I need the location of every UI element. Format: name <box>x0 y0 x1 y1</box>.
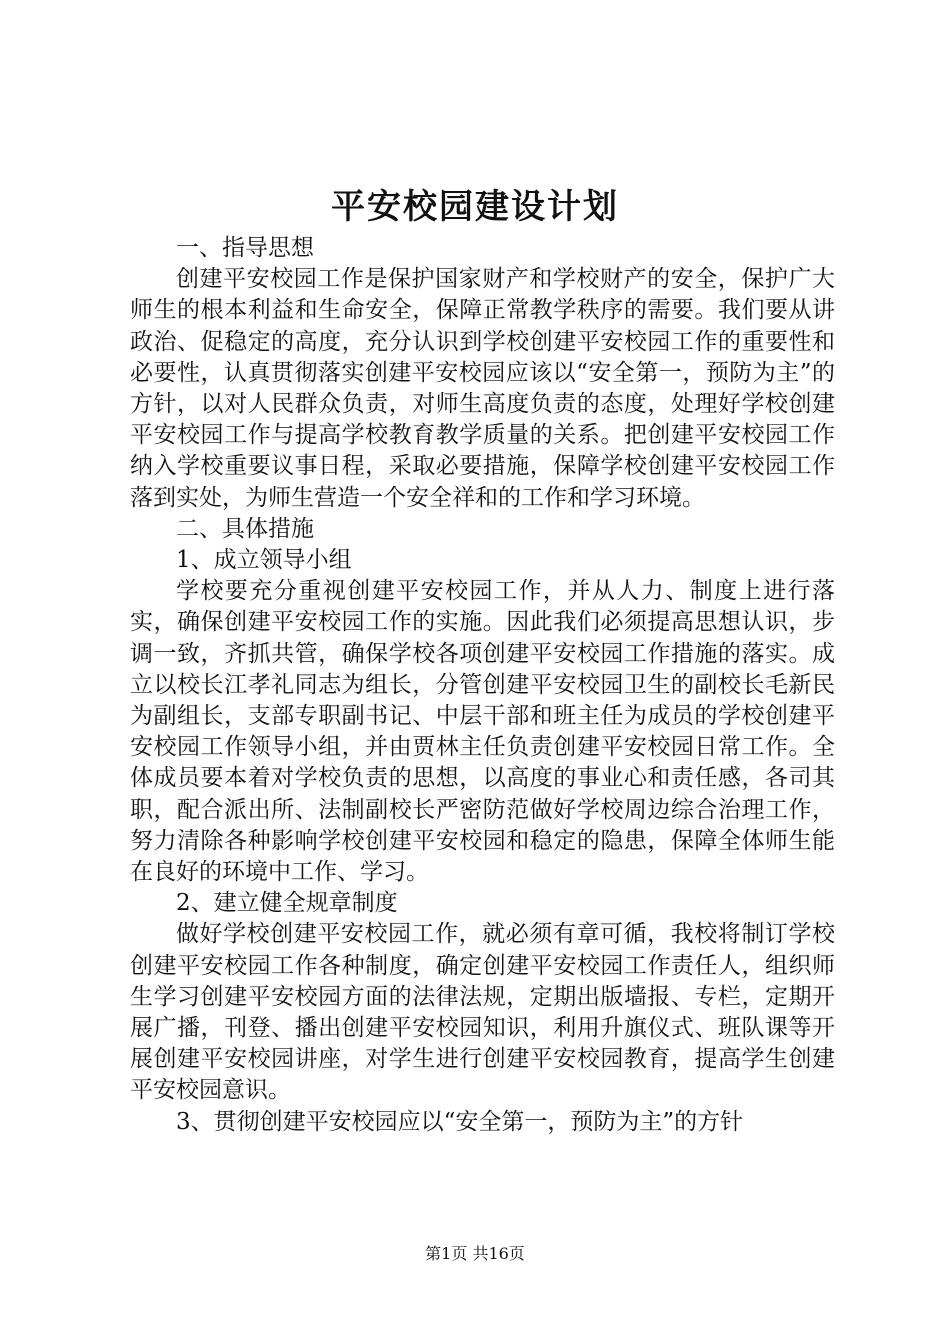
subheading-leadership-group: 1、成立领导小组 <box>176 547 352 574</box>
document-body <box>130 233 835 1138</box>
heading-specific-measures: 二、具体措施 <box>176 515 314 542</box>
page-number-footer: 第1页 共16页 <box>425 1244 525 1263</box>
subheading-rules-system: 2、建立健全规章制度 <box>176 890 398 917</box>
paragraph-leadership-group: 学校要充分重视创建平安校园工作，并从人力、制度上进行落实，确保创建平安校园工作的实施。因此我们必须提高思想认识，步调一致，齐抓共管，确保学校各项创建平安校园工作措施的落实。成立以校长江孝礼同志为组长，分管创建平安校园卫生的副校长毛新民为副组长，支部专职副书记、中层干部和班主任为成员的学校创建平安校园工作领导小组，并由贾林主任负责创建平安校园日常工作。全体成员要本着对学校负责的思想，以高度的事业心和责任感，各司其职，配合派出所、法制副校长严密防范做好学校周边综合治理工作，努力清除各种影响学校创建平安校园和稳定的隐患，保障全体师生能在良好的环境中工作、学习。 <box>130 578 835 886</box>
paragraph-guiding-ideology: 创建平安校园工作是保护国家财产和学校财产的安全，保护广大师生的根本利益和生命安全，保障正常教学秩序的需要。我们要从讲政治、促稳定的高度，充分认识到学校创建平安校园工作的重要性和必要性，认真贯彻落实创建平安校园应该以“安全第一，预防为主”的方针，以对人民群众负责，对师生高度负责的态度，处理好学校创建平安校园工作与提高学校教育教学质量的关系。把创建平安校园工作纳入学校重要议事日程，采取必要措施，保障学校创建平安校园工作落到实处，为师生营造一个安全祥和的工作和学习环境。 <box>130 266 835 511</box>
heading-guiding-ideology: 一、指导思想 <box>176 235 314 261</box>
paragraph-rules-system: 做好学校创建平安校园工作，就必须有章可循，我校将制订学校创建平安校园工作各种制度，确定创建平安校园工作责任人，组织师生学习创建平安校园方面的法律法规，定期出版墙报、专栏，定期开展广播，刊登、播出创建平安校园知识，利用升旗仪式、班队课等开展创建平安校园讲座，对学生进行创建平安校园教育，提高学生创建平安校园意识。 <box>130 921 835 1104</box>
document-title: 平安校园建设计划 <box>331 187 619 227</box>
subheading-safety-policy: 3、贯彻创建平安校园应以“安全第一，预防为主”的方针 <box>176 1108 744 1135</box>
